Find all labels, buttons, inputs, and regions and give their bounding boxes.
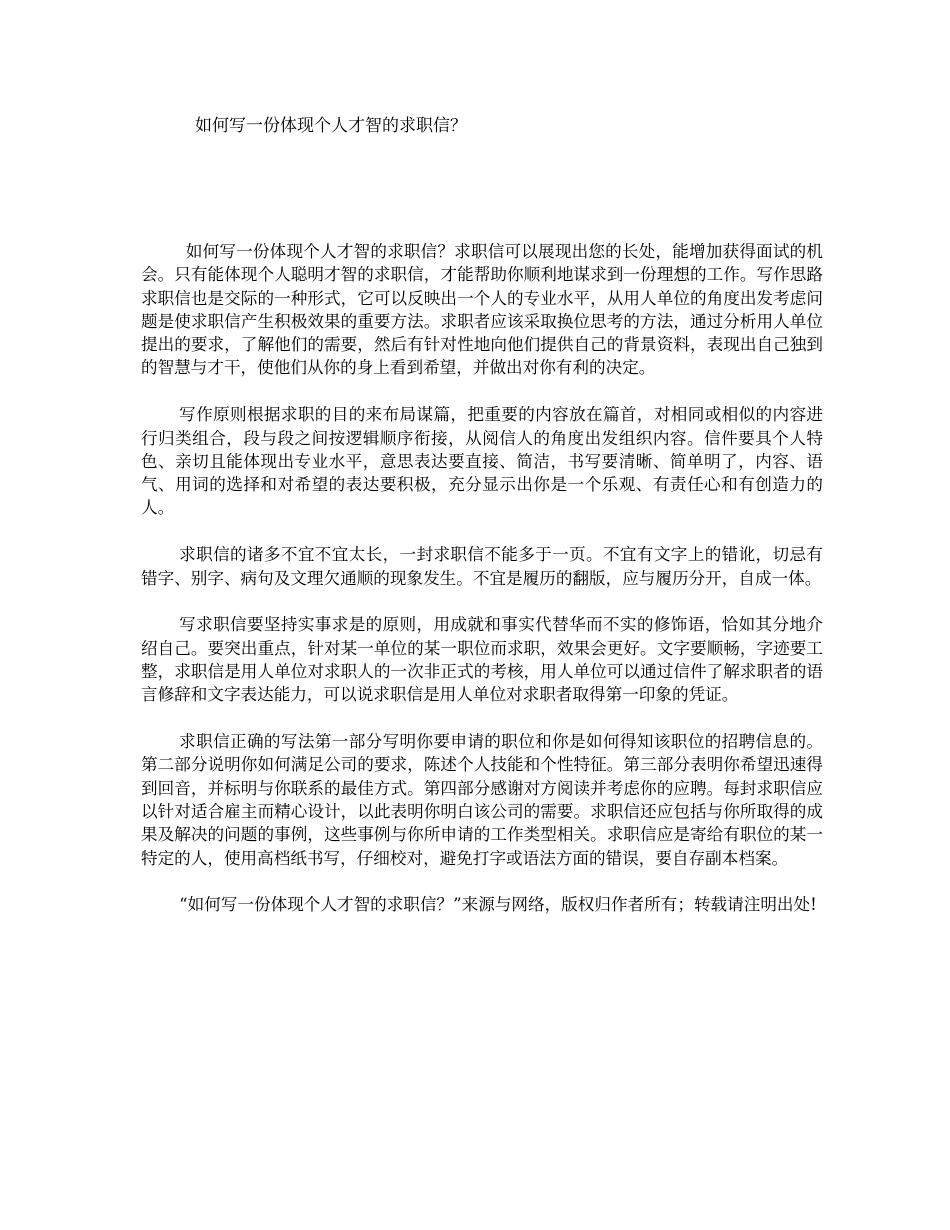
paragraph-truthfulness: 写求职信要坚持实事求是的原则，用成就和事实代替华而不实的修饰语，恰如其分地介绍自己。要突出重点，针对某一单位的某一职位而求职，效果会更好。文字要顺畅，字迹要工整，求职信是用人单位对求职人的一次非正式的考核，用人单位可以通过信件了解求职者的语言修辞和文字表达能力，可以说求职信是用人单位对求职者取得第一印象的凭证。: [141, 615, 823, 705]
paragraph-correct-structure: 求职信正确的写法第一部分写明你要申请的职位和你是如何得知该职位的招聘信息的。第二部分说明你如何满足公司的要求，陈述个人技能和个性特征。第三部分表明你希望迅速得到回音，并标明与你联系的最佳方式。第四部分感谢对方阅读并考虑你的应聘。每封求职信应以针对适合雇主而精心设计，以此表明你明白该公司的需要。求职信还应包括与你所取得的成果及解决的问题的事例，这些事例与你所申请的工作类型相关。求职信应是寄给有职位的某一特定的人，使用高档纸书写，仔细校对，避免打字或语法方面的错误，要自存副本档案。: [141, 732, 823, 868]
paragraph-intro: 如何写一份体现个人才智的求职信？求职信可以展现出您的长处，能增加获得面试的机会。只有能体现个人聪明才智的求职信，才能帮助你顺利地谋求到一份理想的工作。写作思路求职信也是交际的一种形式，它可以反映出一个人的专业水平，从用人单位的角度出发考虑问题是使求职信产生积极效果的重要方法。求职者应该采取换位思考的方法，通过分析用人单位提出的要求，了解他们的需要，然后有针对性地向他们提供自己的背景资料，表现出自己独到的智慧与才干，使他们从你的身上看到希望，并做出对你有利的决定。: [141, 242, 823, 378]
document-body: [141, 240, 823, 917]
paragraph-things-to-avoid: 求职信的诸多不宜不宜太长，一封求职信不能多于一页。不宜有文字上的错讹，切忌有错字、别字、病句及文理欠通顺的现象发生。不宜是履历的翻版，应与履历分开，自成一体。: [141, 545, 823, 588]
paragraph-writing-principles: 写作原则根据求职的目的来布局谋篇，把重要的内容放在篇首，对相同或相似的内容进行归类组合，段与段之间按逻辑顺序衔接，从阅信人的角度出发组织内容。信件要具个人特色、亲切且能体现出专业水平，意思表达要直接、简洁，书写要清晰、简单明了，内容、语气、用词的选择和对希望的表达要积极，充分显示出你是一个乐观、有责任心和有创造力的人。: [141, 405, 823, 518]
paragraph-source-notice: “如何写一份体现个人才智的求职信？”来源与网络，版权归作者所有；转载请注明出处!: [179, 895, 817, 915]
document-title: 如何写一份体现个人才智的求职信？: [195, 116, 467, 136]
